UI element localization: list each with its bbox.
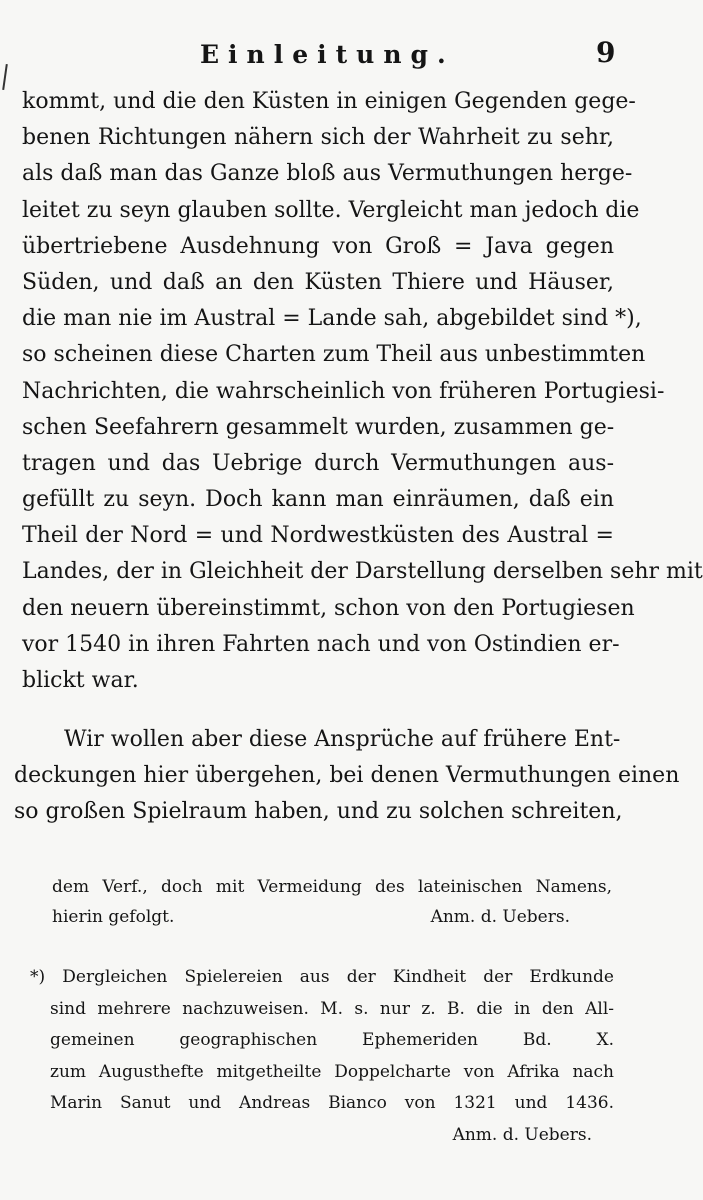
footnote-text: hierin gefolgt. (52, 907, 175, 927)
text-line: benen Richtungen nähern sich der Wahrheit zu sehr, (22, 125, 614, 151)
text-line: leitet zu seyn glauben sollte. Vergleicht man jedoch die (22, 197, 640, 223)
text-line: blickt war. (22, 668, 139, 693)
text-line: die man nie im Austral = Lande sah, abgebildet sind *), (22, 306, 642, 332)
text-line: Theil der Nord = und Nordwestküsten des Austral = (22, 523, 614, 549)
footnote-line: dem Verf., doch mit Vermeidung des lateinischen Namens, (52, 877, 612, 897)
text-line: Nachrichten, die wahrscheinlich von früheren Portugiesi- (22, 378, 665, 404)
main-paragraph (22, 84, 703, 699)
translator-footnote (52, 872, 612, 932)
text-line: tragen und das Uebrige durch Vermuthungen aus- (22, 450, 614, 476)
star-footnote (30, 962, 614, 1151)
text-line: Wir wollen aber diese Ansprüche auf frühere Ent- (64, 727, 621, 752)
translator-note: Anm. d. Uebers. (430, 907, 570, 927)
text-line: so scheinen diese Charten zum Theil aus unbestimmten (22, 342, 646, 368)
text-line: übertriebene Ausdehnung von Groß = Java gegen (22, 233, 614, 259)
second-paragraph (14, 722, 680, 831)
text-line: deckungen hier übergehen, bei denen Vermuthungen einen (14, 763, 680, 789)
footnote-line: gemeinen geographischen Ephemeriden Bd. X. (50, 1030, 614, 1050)
text-line: vor 1540 in ihren Fahrten nach und von Ostindien er- (22, 631, 620, 657)
page-number: 9 (596, 36, 616, 69)
running-title: Einleitung. (200, 40, 455, 69)
text-line: kommt, und die den Küsten in einigen Gegenden gege- (22, 89, 636, 114)
footnote-line: *) Dergleichen Spielereien aus der Kindheit der Erdkunde (30, 967, 614, 987)
text-line: so großen Spielraum haben, und zu solchen schreiten, (14, 799, 623, 825)
text-line: als daß man das Ganze bloß aus Vermuthungen herge- (22, 161, 633, 187)
footnote-line: zum Augusthefte mitgetheilte Doppelcharte von Afrika nach (50, 1061, 614, 1082)
text-line: gefüllt zu seyn. Doch kann man einräumen, daß ein (22, 487, 614, 513)
text-line: Landes, der in Gleichheit der Darstellung derselben sehr mit (22, 559, 703, 585)
page-header (0, 36, 641, 76)
text-line: den neuern übereinstimmt, schon von den Portugiesen (22, 595, 635, 621)
footnote-line: Marin Sanut und Andreas Bianco von 1321 und 1436. (50, 1093, 614, 1113)
footnote-line: sind mehrere nachzuweisen. M. s. nur z. B. die in den All- (50, 998, 614, 1019)
text-line: schen Seefahrern gesammelt wurden, zusammen ge- (22, 414, 615, 440)
text-line: Süden, und daß an den Küsten Thiere und Häuser, (22, 269, 614, 295)
footnote-line (52, 902, 612, 932)
translator-note: Anm. d. Uebers. (452, 1124, 592, 1145)
